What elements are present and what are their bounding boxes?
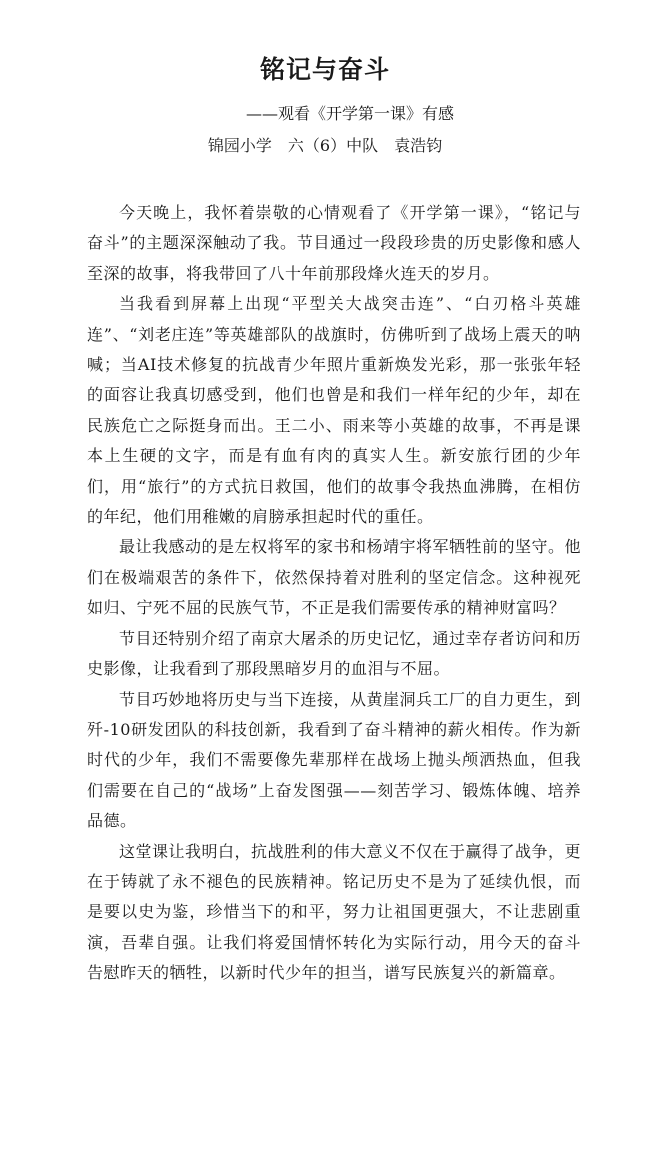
essay-body	[87, 198, 581, 989]
paragraph: 节目还特别介绍了南京大屠杀的历史记忆，通过幸存者访问和历史影像，让我看到了那段黑暗岁月的血泪与不屈。	[87, 628, 582, 679]
paragraph: 当我看到屏幕上出现“平型关大战突击连”、“白刃格斗英雄连”、“刘老庄连”等英雄部队的战旗时，仿佛听到了战场上震天的呐喊；当AI技术修复的抗战青少年照片重新焕发光彩，那一张张年轻的面容让我真切感受到，他们也曾是和我们一样年纪的少年，却在民族危亡之际挺身而出。王二小、雨来等小英雄的故事，不再是课本上生硬的文字，而是有血有肉的真实人生。新安旅行团的少年们，用“旅行”的方式抗日救国，他们的故事令我热血沸腾，在相仿的年纪，他们用稚嫩的肩膀承担起时代的重任。	[87, 294, 581, 527]
author-line: 锦园小学 六（6）中队 袁浩钧	[207, 136, 443, 155]
document-subtitle: ——观看《开学第一课》有感	[246, 104, 455, 123]
paragraph: 节目巧妙地将历史与当下连接，从黄崖洞兵工厂的自力更生，到歼-10研发团队的科技创新，我看到了奋斗精神的薪火相传。作为新时代的少年，我们不需要像先辈那样在战场上抛头颅洒热血，但我们需要在自己的“战场”上奋发图强——刻苦学习、锻炼体魄、培养品德。	[87, 689, 582, 831]
paragraph: 今天晚上，我怀着崇敬的心情观看了《开学第一课》，“铭记与奋斗”的主题深深触动了我。节目通过一段段珍贵的历史影像和感人至深的故事，将我带回了八十年前那段烽火连天的岁月。	[87, 203, 581, 283]
document-title: 铭记与奋斗	[259, 55, 390, 84]
paragraph: 最让我感动的是左权将军的家书和杨靖宇将军牺牲前的坚守。他们在极端艰苦的条件下，依然保持着对胜利的坚定信念。这种视死如归、宁死不屈的民族气节，不正是我们需要传承的精神财富吗？	[87, 537, 582, 618]
paragraph: 这堂课让我明白，抗战胜利的伟大意义不仅在于赢得了战争，更在于铸就了永不褪色的民族精神。铭记历史不是为了延续仇恨，而是要以史为鉴，珍惜当下的和平，努力让祖国更强大，不让悲剧重演，吾辈自强。让我们将爱国情怀转化为实际行动，用今天的奋斗告慰昨天的牺牲，以新时代少年的担当，谱写民族复兴的新篇章。	[87, 841, 582, 983]
